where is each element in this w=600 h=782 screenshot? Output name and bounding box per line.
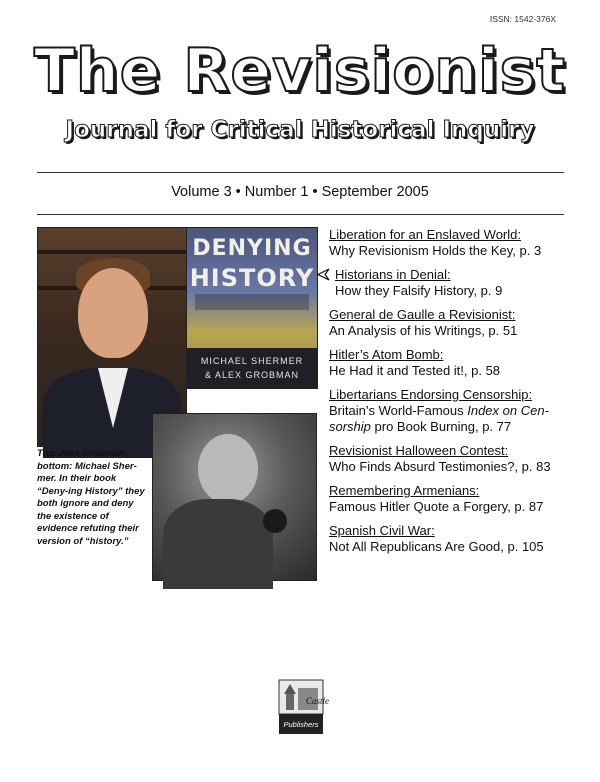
toc-item[interactable] xyxy=(329,483,569,515)
toc-item-description: Who Finds Absurd Testimonies?, p. 83 xyxy=(329,459,551,474)
toc-item[interactable] xyxy=(329,307,569,339)
logo-text-castle: Castle xyxy=(306,696,330,706)
toc-item-description: He Had it and Tested it!, p. 58 xyxy=(329,363,501,378)
castle-publishers-logo xyxy=(276,674,330,742)
toc-item-heading: Spanish Civil War: xyxy=(329,523,435,538)
book-author-2: & ALEX GROBMAN xyxy=(204,370,300,380)
toc-item[interactable] xyxy=(329,523,569,555)
toc-item-heading: Libertarians Endorsing Censorship: xyxy=(329,387,533,402)
toc-item[interactable] xyxy=(329,443,569,475)
divider-top xyxy=(37,172,564,173)
toc-item-heading: Remembering Armenians: xyxy=(329,483,480,498)
photo-michael-shermer xyxy=(152,413,317,581)
logo-text-publishers: Publishers xyxy=(283,720,319,729)
toc-item-heading: Hitler’s Atom Bomb: xyxy=(329,347,444,362)
toc-item[interactable] xyxy=(329,227,569,259)
table-of-contents xyxy=(329,227,569,563)
book-title-line1: DENYING xyxy=(192,236,312,261)
book-title-line2: HISTORY xyxy=(189,264,315,292)
pointer-arrow-icon xyxy=(317,268,330,281)
toc-text: Britain’s World-Famous xyxy=(329,403,468,418)
toc-item-heading: General de Gaulle a Revisionist: xyxy=(329,307,516,322)
toc-text-italic: Index on Cen-sorship xyxy=(329,403,549,434)
toc-item[interactable] xyxy=(329,347,569,379)
journal-title: The Revisionist xyxy=(34,36,566,106)
book-authors xyxy=(187,348,317,388)
toc-item-heading: Revisionist Halloween Contest: xyxy=(329,443,509,458)
toc-item-description: How they Falsify History, p. 9 xyxy=(335,283,503,298)
toc-item-heading: Historians in Denial: xyxy=(335,267,451,282)
toc-item-heading: Liberation for an Enslaved World: xyxy=(329,227,521,242)
book-tagline-block xyxy=(195,294,309,310)
toc-item-description: Famous Hitler Quote a Forgery, p. 87 xyxy=(329,499,544,514)
toc-item-description xyxy=(329,403,569,435)
toc-item-description: Not All Republicans Are Good, p. 105 xyxy=(329,539,544,554)
toc-item-description: Why Revisionism Holds the Key, p. 3 xyxy=(329,243,542,258)
toc-item[interactable] xyxy=(329,387,569,435)
toc-item[interactable] xyxy=(329,267,569,299)
toc-text: pro Book Burning, p. 77 xyxy=(370,419,512,434)
journal-subtitle: Journal for Critical Historical Inquiry xyxy=(65,117,535,143)
microphone-icon xyxy=(263,509,287,533)
divider-bottom xyxy=(37,214,564,215)
toc-item-description: An Analysis of his Writings, p. 51 xyxy=(329,323,518,338)
photo-caption: Top: Alex Grobman; bottom: Michael Sher-mer. In their book “Deny-ing History” they both ignore and deny the existence of evidence refuting their version of “history.” xyxy=(37,448,145,547)
book-author-1: MICHAEL SHERMER xyxy=(200,356,304,366)
issn-number: ISSN: 1542-376X xyxy=(489,14,556,24)
issue-line: Volume 3 • Number 1 • September 2005 xyxy=(171,184,429,200)
book-cover-denying-history xyxy=(186,227,318,389)
